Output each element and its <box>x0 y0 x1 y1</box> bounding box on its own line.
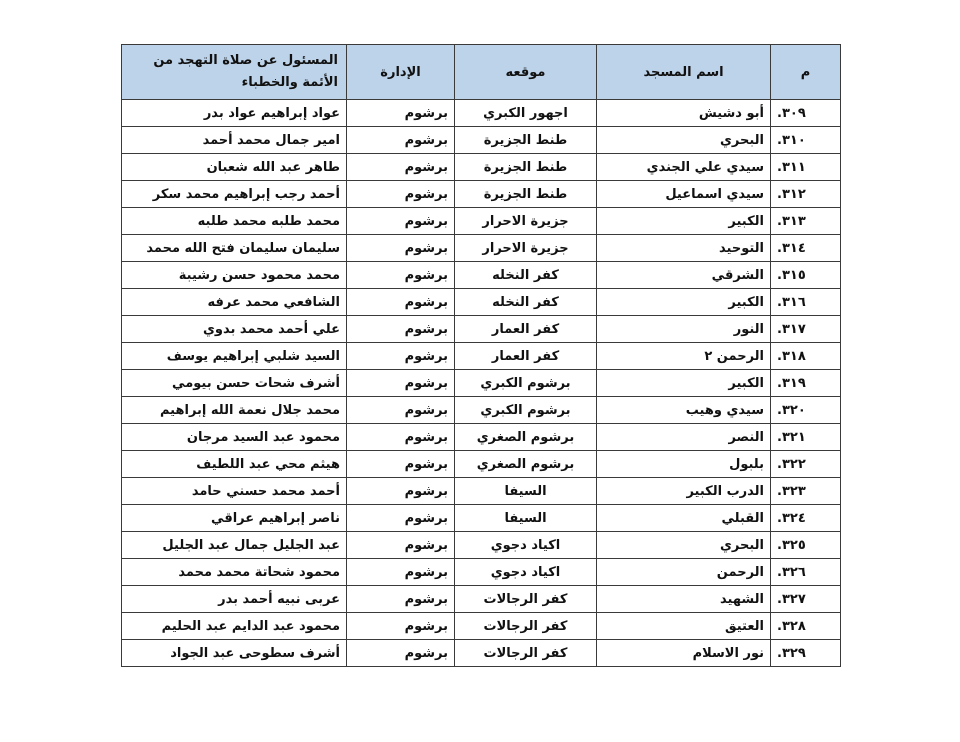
row-number: ٣١٥. <box>771 262 841 289</box>
row-number: ٣١٧. <box>771 316 841 343</box>
row-number: ٣٢٢. <box>771 451 841 478</box>
imam-name: أحمد محمد حسني حامد <box>122 478 347 505</box>
row-number: ٣٢٩. <box>771 640 841 667</box>
location: اكياد دجوي <box>455 532 597 559</box>
administration: برشوم <box>347 559 455 586</box>
mosque-name: العتيق <box>597 613 771 640</box>
administration: برشوم <box>347 613 455 640</box>
mosque-name: الكبير <box>597 208 771 235</box>
imam-name: علي أحمد محمد بدوي <box>122 316 347 343</box>
administration: برشوم <box>347 451 455 478</box>
administration: برشوم <box>347 640 455 667</box>
administration: برشوم <box>347 181 455 208</box>
administration: برشوم <box>347 478 455 505</box>
location: السيفا <box>455 478 597 505</box>
mosque-name: الكبير <box>597 289 771 316</box>
location: كفر العمار <box>455 343 597 370</box>
table-row <box>122 370 841 397</box>
row-number: ٣٢٠. <box>771 397 841 424</box>
location: السيفا <box>455 505 597 532</box>
row-number: ٣٠٩. <box>771 100 841 127</box>
location: كفر العمار <box>455 316 597 343</box>
mosque-name: النصر <box>597 424 771 451</box>
location: طنط الجزيرة <box>455 154 597 181</box>
table-header-row <box>122 45 841 100</box>
administration: برشوم <box>347 127 455 154</box>
table-row <box>122 397 841 424</box>
table-row <box>122 235 841 262</box>
mosque-name: أبو دشيش <box>597 100 771 127</box>
administration: برشوم <box>347 208 455 235</box>
mosque-name: الدرب الكبير <box>597 478 771 505</box>
table-row <box>122 424 841 451</box>
header-administration: الإدارة <box>347 45 455 100</box>
location: جزيرة الاحرار <box>455 208 597 235</box>
table-row <box>122 262 841 289</box>
table-row <box>122 586 841 613</box>
mosque-name: الرحمن <box>597 559 771 586</box>
mosque-name: البحري <box>597 532 771 559</box>
imam-name: محمود عبد الدايم عبد الحليم <box>122 613 347 640</box>
administration: برشوم <box>347 370 455 397</box>
location: برشوم الصغري <box>455 424 597 451</box>
location: برشوم الكبري <box>455 397 597 424</box>
table-row <box>122 181 841 208</box>
table-row <box>122 127 841 154</box>
imam-name: أشرف سطوحى عبد الجواد <box>122 640 347 667</box>
administration: برشوم <box>347 316 455 343</box>
location: جزيرة الاحرار <box>455 235 597 262</box>
mosque-name: سيدي علي الجندي <box>597 154 771 181</box>
mosque-name: القبلي <box>597 505 771 532</box>
administration: برشوم <box>347 586 455 613</box>
imam-name: امير جمال محمد أحمد <box>122 127 347 154</box>
imam-name: محمود شحاتة محمد محمد <box>122 559 347 586</box>
row-number: ٣١١. <box>771 154 841 181</box>
location: برشوم الصغري <box>455 451 597 478</box>
row-number: ٣٢٧. <box>771 586 841 613</box>
location: كفر الرجالات <box>455 586 597 613</box>
imam-name: هيثم محي عبد اللطيف <box>122 451 347 478</box>
table-row <box>122 613 841 640</box>
mosque-name: التوحيد <box>597 235 771 262</box>
mosque-name: النور <box>597 316 771 343</box>
location: اكياد دجوي <box>455 559 597 586</box>
row-number: ٣٢٨. <box>771 613 841 640</box>
table-body <box>122 100 841 667</box>
row-number: ٣٢١. <box>771 424 841 451</box>
location: كفر الرجالات <box>455 613 597 640</box>
table-row <box>122 640 841 667</box>
table-row <box>122 316 841 343</box>
administration: برشوم <box>347 505 455 532</box>
header-imam: المسئول عن صلاة التهجد من الأئمة والخطباء <box>122 45 347 100</box>
mosque-name: الشهيد <box>597 586 771 613</box>
administration: برشوم <box>347 397 455 424</box>
location: برشوم الكبري <box>455 370 597 397</box>
table-row <box>122 154 841 181</box>
imam-name: محمد طلبه محمد طلبه <box>122 208 347 235</box>
table-row <box>122 559 841 586</box>
mosque-name: الرحمن ٢ <box>597 343 771 370</box>
imam-name: عربى نبيه أحمد بدر <box>122 586 347 613</box>
imam-name: عواد إبراهيم عواد بدر <box>122 100 347 127</box>
administration: برشوم <box>347 100 455 127</box>
row-number: ٣١٢. <box>771 181 841 208</box>
administration: برشوم <box>347 262 455 289</box>
row-number: ٣٢٦. <box>771 559 841 586</box>
table-row <box>122 532 841 559</box>
header-mosque-name: اسم المسجد <box>597 45 771 100</box>
imam-name: محمد جلال نعمة الله إبراهيم <box>122 397 347 424</box>
location: طنط الجزيرة <box>455 181 597 208</box>
mosque-name: البحري <box>597 127 771 154</box>
location: كفر النخله <box>455 262 597 289</box>
location: اجهور الكبري <box>455 100 597 127</box>
imam-name: ناصر إبراهيم عراقي <box>122 505 347 532</box>
administration: برشوم <box>347 532 455 559</box>
administration: برشوم <box>347 289 455 316</box>
table-row <box>122 100 841 127</box>
mosque-name: بلبول <box>597 451 771 478</box>
location: كفر النخله <box>455 289 597 316</box>
imam-name: محمد محمود حسن رشيبة <box>122 262 347 289</box>
location: كفر الرجالات <box>455 640 597 667</box>
table-row <box>122 451 841 478</box>
administration: برشوم <box>347 424 455 451</box>
imam-name: الشافعي محمد عرفه <box>122 289 347 316</box>
imam-name: طاهر عبد الله شعبان <box>122 154 347 181</box>
imam-name: أحمد رجب إبراهيم محمد سكر <box>122 181 347 208</box>
imam-name: عبد الجليل جمال عبد الجليل <box>122 532 347 559</box>
row-number: ٣١٩. <box>771 370 841 397</box>
imam-name: محمود عبد السيد مرجان <box>122 424 347 451</box>
table-row <box>122 478 841 505</box>
administration: برشوم <box>347 343 455 370</box>
imam-name: أشرف شحات حسن بيومي <box>122 370 347 397</box>
row-number: ٣١٨. <box>771 343 841 370</box>
mosque-name: نور الاسلام <box>597 640 771 667</box>
location: طنط الجزيرة <box>455 127 597 154</box>
header-location: موقعه <box>455 45 597 100</box>
table-row <box>122 343 841 370</box>
mosque-name: سيدي اسماعيل <box>597 181 771 208</box>
row-number: ٣١٣. <box>771 208 841 235</box>
row-number: ٣٢٣. <box>771 478 841 505</box>
mosque-name: الكبير <box>597 370 771 397</box>
imam-name: السيد شلبي إبراهيم يوسف <box>122 343 347 370</box>
mosque-table <box>121 44 841 667</box>
row-number: ٣٢٥. <box>771 532 841 559</box>
administration: برشوم <box>347 154 455 181</box>
row-number: ٣١٦. <box>771 289 841 316</box>
row-number: ٣٢٤. <box>771 505 841 532</box>
header-number: م <box>771 45 841 100</box>
table-row <box>122 208 841 235</box>
administration: برشوم <box>347 235 455 262</box>
mosque-name: الشرقي <box>597 262 771 289</box>
row-number: ٣١٤. <box>771 235 841 262</box>
imam-name: سليمان سليمان فتح الله محمد <box>122 235 347 262</box>
table-row <box>122 289 841 316</box>
mosque-name: سيدي وهيب <box>597 397 771 424</box>
row-number: ٣١٠. <box>771 127 841 154</box>
table-row <box>122 505 841 532</box>
